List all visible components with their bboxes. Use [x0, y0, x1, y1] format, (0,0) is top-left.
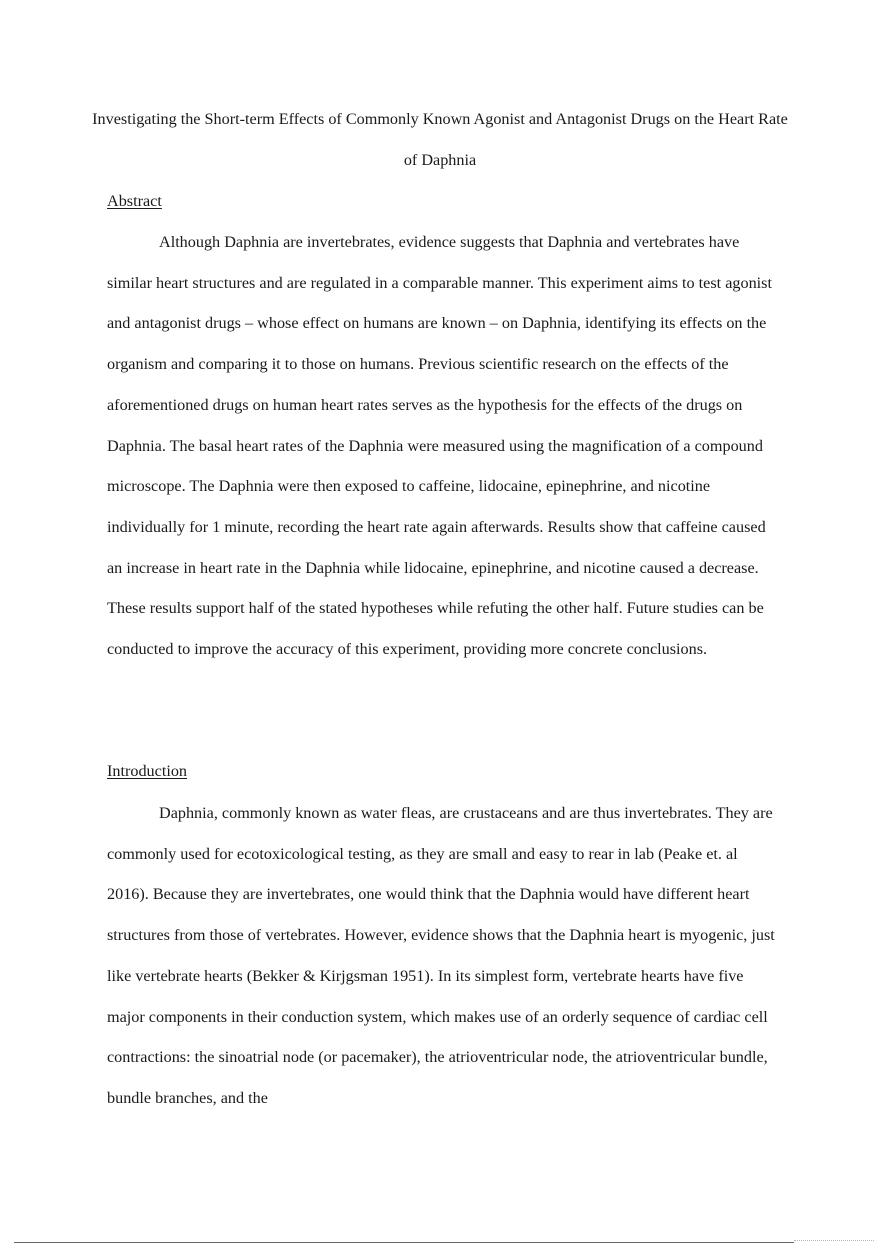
page-bottom-rule: [14, 1242, 794, 1243]
page-bottom-dotted-rule: [794, 1240, 874, 1244]
abstract-paragraph: Although Daphnia are invertebrates, evidence suggests that Daphnia and vertebrates have similar heart structures and are regulated in a comparable manner. This experiment aims to test agonist and antagonist drugs – whose effect on humans are known – on Daphnia, identifying its effects on the organism and comparing it to those on humans. Previous scientific research on the effects of the aforementioned drugs on human heart rates serves as the hypothesis for the effects of the drugs on Daphnia. The basal heart rates of the Daphnia were measured using the magnification of a compound microscope. The Daphnia were then exposed to caffeine, lidocaine, epinephrine, and nicotine individually for 1 minute, recording the heart rate again afterwards. Results show that caffeine caused an increase in heart rate in the Daphnia while lidocaine, epinephrine, and nicotine caused a decrease. These results support half of the stated hypotheses while refuting the other half. Future studies can be conducted to improve the accuracy of this experiment, providing more concrete conclusions.: [107, 233, 772, 659]
paper-title: Investigating the Short-term Effects of Commonly Known Agonist and Antagonist Drugs on the Heart Rate of Daphnia: [92, 110, 788, 169]
abstract-heading: Abstract: [107, 192, 162, 210]
introduction-paragraph: Daphnia, commonly known as water fleas, are crustaceans and are thus invertebrates. They are commonly used for ecotoxicological testing, as they are small and easy to rear in lab (Peake et. al 2016). Because they are invertebrates, one would think that the Daphnia would have different heart structures from those of vertebrates. However, evidence shows that the Daphnia heart is myogenic, just like vertebrate hearts (Bekker & Kirjgsman 1951). In its simplest form, vertebrate hearts have five major components in their conduction system, which makes use of an orderly sequence of cardiac cell contractions: the sinoatrial node (or pacemaker), the atrioventricular node, the atrioventricular bundle, bundle branches, and the: [107, 804, 775, 1107]
introduction-heading: Introduction: [107, 762, 188, 780]
